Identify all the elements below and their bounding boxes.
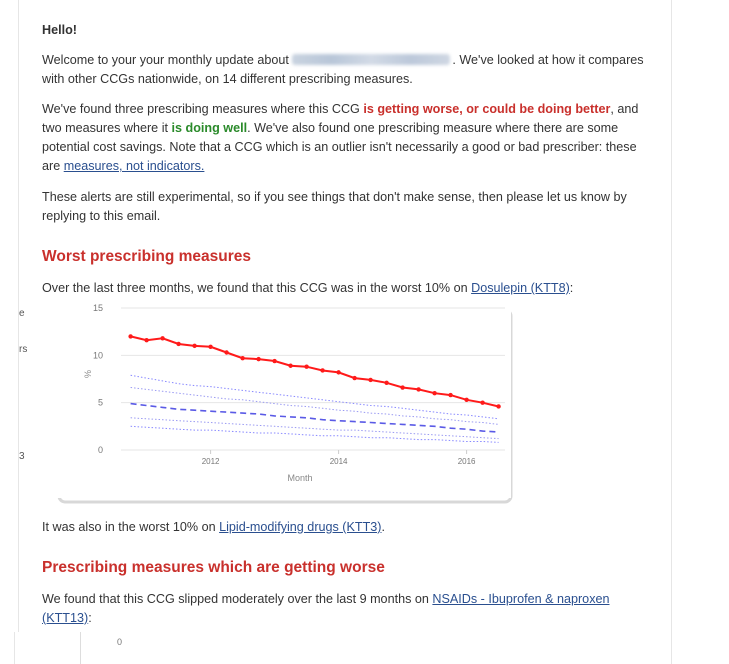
doing-well-highlight: is doing well <box>171 121 248 135</box>
ccg-point <box>304 364 308 368</box>
ccg-point <box>224 350 228 354</box>
redacted-ccg-link[interactable] <box>292 53 452 67</box>
ccg-point <box>176 342 180 346</box>
chart-frame <box>57 306 511 498</box>
side-labels <box>19 308 27 462</box>
summary-text-c: . We've also found one prescribing measure where there are some potential cost savings. Note that a CCG which is an outlier isn't necessarily a good or bad prescriber: these are <box>42 121 637 173</box>
ccg-point <box>272 359 276 363</box>
slipped-text-b: : <box>88 611 92 625</box>
ccg-point <box>352 376 356 380</box>
dosulepin-chart <box>19 298 519 504</box>
ccg-point <box>288 364 292 368</box>
ccg-point <box>160 336 164 340</box>
x-tick-2014: 2014 <box>329 457 348 466</box>
also-worst-paragraph <box>42 518 385 537</box>
worst-measure-paragraph <box>42 279 573 298</box>
y-tick-0: 0 <box>97 445 103 455</box>
y-tick-15: 15 <box>92 303 103 313</box>
nsaids-chart-y-tick: 0 <box>117 637 123 647</box>
ccg-point <box>240 356 244 360</box>
summary-paragraph <box>42 100 647 176</box>
slipped-paragraph <box>42 590 647 628</box>
dosulepin-link[interactable]: Dosulepin (KTT8) <box>471 281 570 295</box>
ccg-point <box>384 381 388 385</box>
x-tick-2012: 2012 <box>201 457 220 466</box>
ccg-point <box>400 385 404 389</box>
intro-text-a: Welcome to your your monthly update about <box>42 53 293 67</box>
worst-text-a: Over the last three months, we found that this CCG was in the worst 10% on <box>42 281 472 295</box>
ccg-point <box>448 393 452 397</box>
y-tick-5: 5 <box>97 397 103 408</box>
getting-worse-highlight: is getting worse, or could be doing better <box>363 102 611 116</box>
redacted-ccg-name <box>292 54 450 65</box>
side-label-0: e <box>19 308 25 319</box>
also-text-b: . <box>381 520 385 534</box>
ccg-point <box>144 338 148 342</box>
ccg-point <box>480 400 484 404</box>
ccg-point <box>416 387 420 391</box>
ccg-point <box>320 368 324 372</box>
nsaids-chart-partial <box>80 632 521 664</box>
worst-measures-heading: Worst prescribing measures <box>42 248 252 265</box>
side-label-1: rs <box>19 344 28 355</box>
ccg-point <box>208 345 212 349</box>
ccg-point <box>256 357 260 361</box>
intro-text-b: . We've looked at how it compares with other CCGs nationwide, on 14 different prescribing measures. <box>42 53 644 86</box>
worst-text-b: : <box>569 281 574 295</box>
ccg-point <box>464 398 468 402</box>
intro-paragraph <box>42 51 647 89</box>
y-axis-label: % <box>83 369 93 378</box>
also-text-a: It was also in the worst 10% on <box>42 520 220 534</box>
x-tick-2016: 2016 <box>457 457 476 466</box>
summary-text-a: We've found three prescribing measures where this CCG <box>42 102 364 116</box>
ccg-point <box>496 404 500 408</box>
getting-worse-heading: Prescribing measures which are getting worse <box>42 559 385 576</box>
email-card <box>18 0 672 635</box>
slipped-text-a: We found that this CCG slipped moderately over the last 9 months on <box>42 592 433 606</box>
nsaids-link[interactable]: NSAIDs - Ibuprofen & naproxen (KTT13) <box>42 592 610 625</box>
x-axis-label: Month <box>287 473 313 483</box>
side-label-2: 3 <box>19 451 25 462</box>
y-tick-10: 10 <box>92 350 103 361</box>
measures-not-indicators-link[interactable]: measures, not indicators. <box>63 159 205 173</box>
chart-svg <box>19 298 519 504</box>
ccg-point <box>128 334 132 338</box>
ccg-point <box>336 370 340 374</box>
ccg-point <box>368 378 372 382</box>
ccg-point <box>192 344 196 348</box>
ccg-point <box>432 391 436 395</box>
experimental-note: These alerts are still experimental, so if you see things that don't make sense, then please let us know by replying to this email. <box>42 190 627 223</box>
greeting: Hello! <box>42 23 77 37</box>
next-chart-strip <box>14 632 672 664</box>
summary-text-b: , and two measures where it <box>42 102 639 135</box>
lipid-modifying-link[interactable]: Lipid-modifying drugs (KTT3) <box>219 520 382 534</box>
